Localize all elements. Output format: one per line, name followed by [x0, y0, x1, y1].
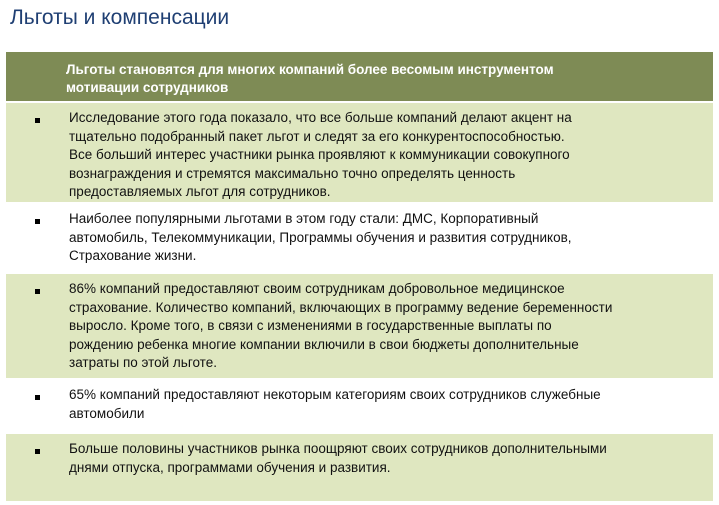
- row-text: Наиболее популярными льготами в этом году стали: ДМС, Корпоративный автомобиль, Телекоммуникации, Программы обучения и развития сотрудников, Страхование жизни.: [69, 211, 572, 263]
- table-row: [6, 272, 713, 378]
- row-text: Больше половины участников рынка поощряют своих сотрудников дополнительными днями отпуска, программами обучения и развития.: [69, 441, 607, 475]
- row-text: Исследование этого года показало, что все больше компаний делают акцент на тщательно подобранный пакет льгот и следят за его конкурентоспособностью. Все больший интерес участники рынка проявляют к коммуникации совокупного вознаграждения и стремятся максимально точно определять ценность предоставляемых льгот для сотрудников.: [69, 110, 572, 199]
- row-text: 65% компаний предоставляют некоторым категориям своих сотрудников служебные автомобили: [69, 387, 601, 421]
- bullet-icon: [6, 434, 40, 501]
- row-text: 86% компаний предоставляют своим сотрудникам добровольное медицинское страхование. Количество компаний, включающих в программу ведение беременности выросло. Кроме того, в связи с изменениями в государственные выплаты по рождению ребенка многие компании включили в свои бюджеты дополнительные затраты по этой льготе.: [69, 281, 613, 370]
- table-row: [6, 202, 713, 272]
- table-row: [6, 432, 713, 501]
- bullet-icon: [6, 204, 40, 272]
- table-row: [6, 378, 713, 432]
- bullet-icon: [6, 380, 40, 432]
- table-row: [6, 101, 713, 202]
- page-title: Льготы и компенсации: [10, 6, 230, 29]
- bullet-icon: [6, 274, 40, 378]
- benefits-table: [6, 52, 713, 501]
- table-header: Льготы становятся для многих компаний более весомым инструментом мотивации сотрудников: [6, 52, 713, 101]
- bullet-icon: [6, 103, 40, 202]
